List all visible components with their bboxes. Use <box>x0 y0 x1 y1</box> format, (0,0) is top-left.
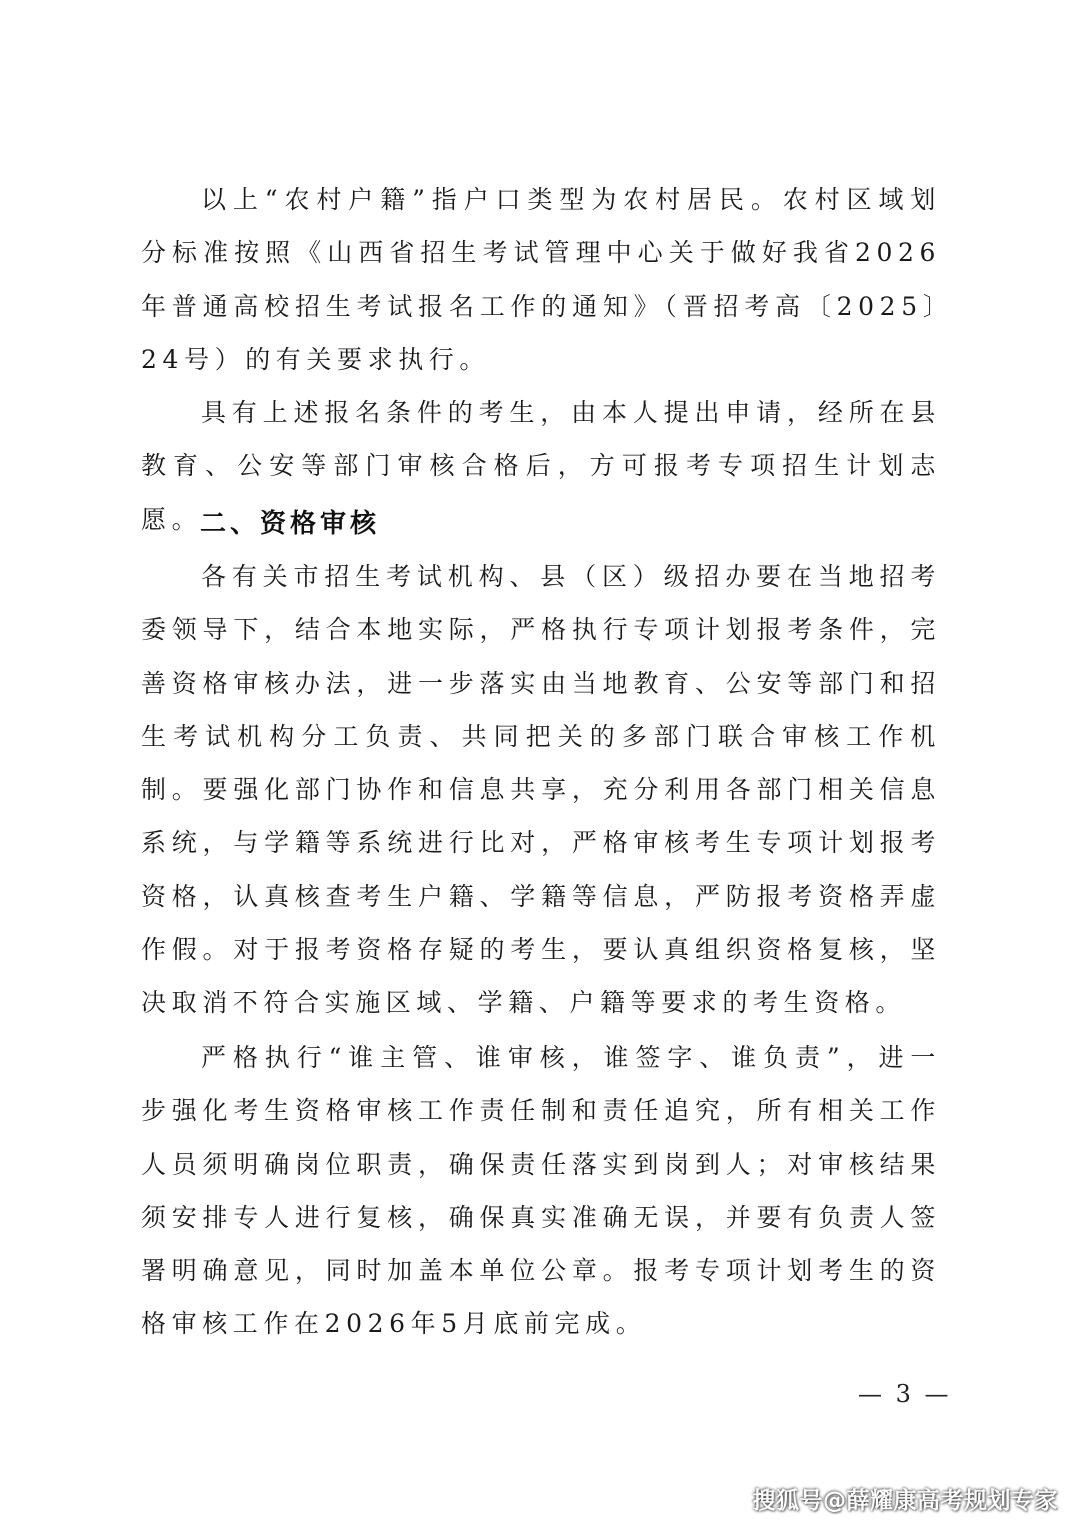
source-watermark: 搜狐号@薛耀康高考规划专家 <box>752 1488 1058 1514</box>
paragraph-review-procedure: 各有关市招生考试机构、县（区）级招办要在当地招考委领导下，结合本地实际，严格执行专项计划报考条件，完善资格审核办法，进一步落实由当地教育、公安等部门和招生考试机构分工负责、共同把关的多部门联合审核工作机制。要强化部门协作和信息共享，充分利用各部门相关信息系统，与学籍等系统进行比对，严格审核考生专项计划报考资格，认真核查考生户籍、学籍等信息，严防报考资格弄虚作假。对于报考资格存疑的考生，要认真组织资格复核，坚决取消不符合实施区域、学籍、户籍等要求的考生资格。 <box>141 562 941 1018</box>
section-heading-qualification-review: 二、资格审核 <box>200 509 381 539</box>
paragraph-application-condition: 具有上述报名条件的考生，由本人提出申请，经所在县教育、公安等部门审核合格后，方可报考专项招生计划志愿。 <box>141 398 941 534</box>
paragraph-rural-household-definition: 以上“农村户籍”指户口类型为农村居民。农村区域划分标准按照《山西省招生考试管理中心关于做好我省2026年普通高校招生考试报名工作的通知》（晋招考高〔2025〕24号）的有关要求执行。 <box>141 185 941 374</box>
paragraph-responsibility-system: 严格执行“谁主管、谁审核，谁签字、谁负责”，进一步强化考生资格审核工作责任制和责任追究，所有相关工作人员须明确岗位职责，确保责任落实到岗到人；对审核结果须安排专人进行复核，确保真实准确无误，并要有负责人签署明确意见，同时加盖本单位公章。报考专项计划考生的资格审核工作在2026年5月底前完成。 <box>141 1043 941 1339</box>
page-number: — 3 — <box>858 1380 952 1408</box>
